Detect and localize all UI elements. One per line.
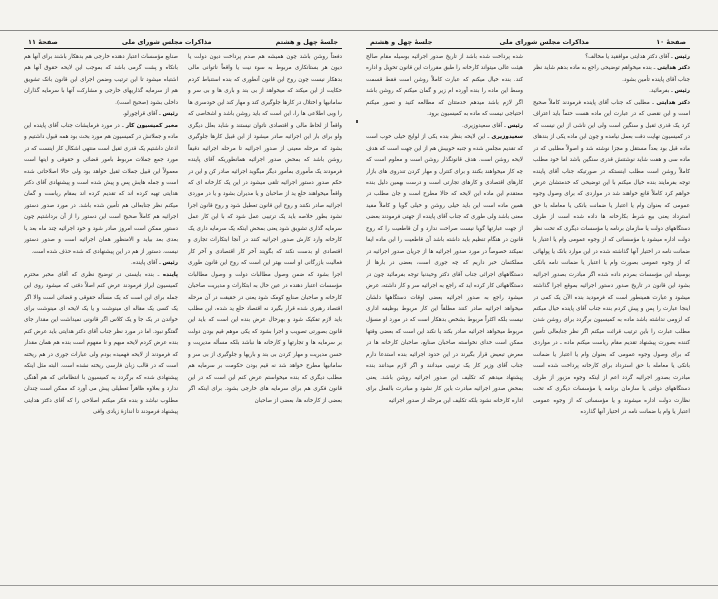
text-columns: [366, 52, 690, 582]
paragraph: [533, 52, 690, 63]
speaker-name: پاینده: [162, 271, 178, 278]
speaker-name: مخبر کمیسیون کار: [125, 122, 178, 129]
paragraph: [24, 270, 178, 419]
paragraph: [188, 52, 342, 407]
speaker-name: رئیس: [162, 111, 178, 118]
text-column-left: [366, 52, 523, 582]
paragraph: [24, 52, 178, 109]
paragraph: [24, 258, 178, 269]
paragraph: [533, 63, 690, 86]
speech-text: ـ آقای قراچورلو.: [122, 111, 163, 118]
speech-text: ـ مطلبی که جناب آقای پاینده فرمودند کاملاً صحیح است و این نقصی که در عبارت این ماده هست حتماً باید اعتراف کرد یک قدری ثقیل و سنگین است ولی این ناشی از این نیست که در کمیسیون نهایت دقت بعمل نیامده و چون این ماده یکی از بندهای ماده قبل بود بعداً مستقل و مجزا نوشته شد و اصولاً مطلبی که در ماده سی و هفت شاید نوشتنش قدری سنگین باشد اما خود مطلب کاملاً روشن است مطلب اینستکه در صورتیکه جناب آقای پاینده توجه بفرمایند بنده خیال میکنم با این توضیحی که خدمتشان عرض خواهم کرد کاملاً قانع خواهند شد در مواردی که برای وصول وجوه عمومی که بعنوان وام یا اعتبار یا ضمانت بانکی یا معامله با حق استرداد یعنی بیع شرط بکارخانه ها داده شده است از طرف دستگاههای دولت یا سازمان برنامه یا مؤسسات دیگری که تحت نظر دولت اداره میشود یا مؤسساتی که از وجوه عمومی وام یا اعتبار یا ضمانت نامه در اختیار آنها گذاشته شده در این موارد بانک یا پولهائی که از وجوه عمومی بصورت وام یا اعتبار یا ضمانت نامه بانکی بوسیله این مؤسسات بمردم داده شده اگر مبادرت بصدور اجرائیه بشود این قانون در تاریخ صدور دستور اجرائیه بموقع اجرا گذاشته میشود و عبارت همینطور است که فرمودید بنده الآن یک کمی در اینجا عبارت را پس و پیش کردم بنده جناب آقای پاینده خیال میکنم که لزومی نداشته باشد ماده به کمیسیون برگردد برای روشن شدن مطلب عبارت را باین ترتیب قرائت میکنم اگر نظر جنابعالی تأمین کننده بصورت پیشنهاد تقدیم مقام ریاست میکنم ماده ـ در مواردی که برای وصول وجوه عمومی که بعنوان وام یا اعتبار یا ضمانت بانکی یا معامله با حق استرداد برای کارخانه پرداخت شده است مبادرت بصدور اجرائیه گردد اعم از اینکه وجوه مزبور از طرف دستگاههای دولتی یا سازمان برنامه یا مؤسسات دیگری که تحت نظارت دولت اداره میشوند و یا مؤسساتی که از وجوه عمومی اعتبار یا وام یا ضمانت نامه در اختیار آنها گذارده: [533, 99, 690, 416]
paragraph: [24, 121, 178, 258]
speech-text: ـ بنده میخواهم توضیحی راجع به ماده بدهم شاید نظر جناب آقای پاینده تأمین بشود.: [533, 65, 690, 83]
paragraph: [533, 98, 690, 419]
speaker-name: رئیس: [674, 54, 690, 60]
text-column-right: [533, 52, 690, 582]
speech-text: ـ این لایحه بنظر بنده یکی از لوایح خیلی خوب است که تقدیم مجلس شده و جنبه خوبیش هم از این جهت است که هدف لایحه روشن است. هدف قانونگذار روشن است و معلوم است که چه کار میخواهند بکنند و برای کنترل و مهار کردن تندروی های بازار کارهای اقتصادی و کارهای تجارتی است و درست بهمین دلیل بنده معتقدم این ماده این لایحه که حالا مطرح است و جان مطلب در همین ماده است این باید خیلی روشن و خیلی گویا و کاملاً مفید معنی باشد ولی طوری که جناب آقای پاینده از جهتی فرمودند بعضی از جهت عبارتها گویا نیست صراحت ندارد و آن قاطعیت را که روح قانون در هنگام تنظیم باید داشته باشد آن قاطعیت را این ماده ایفا نمیکند خصوصاً در مورد صدور اجرائیه ها از جریان صدور اجرائیه در مملکتمان خبر داریم که چه جوری است، بعضی در بارها از دستگاههای اجرائی جناب آقای دکتر وحیدنیا توجه بفرمائید چون در دستگاههائی کار کرده اید که راجع به اجرائیه سر و کار داشته، عرض میشود راجع به صدور اجرائیه بعضی اوقات دستگاهها دلشان میخواهد اجرائیه صادر کنند مطلقاً این کار مربوط بوظیفه اداری نیست بلکه اکثراً مربوط بشخص بدهکار است که در مورد او مسؤل مربوط میخواهد اجرائیه صادر بکند یا نکند این است که بعضی وقتها ممکن است خدای نخواسته صاحبان صنایع، صاحبان کارخانه ها در معرض تبعیض قرار بگیرند در این حدود اجرائیه بنده استدعا دارم جناب آقای وزیر کار یک ترتیبی میدانند و اگر لازم میدانند بنده پیشنهاد میدهم که تکلیف این صدور اجرائیه روشن باشد. یعنی بمحض صدور اجرائیه مبادرت باین کار نشود و مبادرت بالفعل برای اداره کارخانه نشود بلکه تکلیف این مرحله از صدور اجرائیه: [366, 134, 523, 404]
speech-text: ـ بفرمائید.: [649, 88, 675, 95]
scan-edge-bottom: [0, 585, 718, 586]
paragraph: [366, 52, 523, 121]
running-head-page-11: [24, 36, 342, 49]
page-11: [24, 36, 342, 581]
speech-text: ـ آقای سعیدوزیری.: [461, 122, 508, 129]
speaker-name: رئیس: [674, 88, 690, 95]
spine-mark: [356, 120, 358, 123]
page-number: صفحهٔ ۱۱: [28, 38, 58, 46]
speech-text: ـ آقای دکتر هدایتی موافقید یا مخالف؟: [585, 54, 675, 60]
speaker-name: دکتر هدایتی: [656, 99, 690, 106]
publication-title: مذاکرات مجلس شورای ملی: [499, 38, 590, 46]
speaker-name: سعیدوزیری: [491, 134, 523, 141]
page-10: [366, 36, 690, 581]
speech-text: شده پرداخت شده باشد از تاریخ صدور اجرائیه بوسیله مقام صالح هیئت عالی میتواند کارخانه را طبق مقررات این قانون تحویل و اداره کند. بنده خیال میکنم که عبارت کاملاً روشن است فقط قسمت وسط این ماده را بنده آورده ام زیر و گمان میکنم که روشن باشد اگر لازم باشد میدهم خدمتتان که مطالعه کنید و تصور میکنم احتیاجی نیست که ماده به کمیسیون برود.: [366, 54, 523, 118]
speech-text: صنایع مؤسسات اعتبار دهنده خارجی هم بدهکار باشند برای آنها هم بانکاه و پشت گرمی باشد که بموجب این لایحه حقوق آنها هم اشتباه میشود تا این ترتیب وضمن اجرای این قانون بانک تشویق هم از سرمایه گذاریهای خارجی و مشارکت آنها با سرمایه گذاران داخلی بشود (صحیح است).: [24, 54, 178, 106]
text-columns: [24, 52, 342, 582]
session-label: جلسهٔ چهل و هشتم: [370, 38, 433, 46]
paragraph: [366, 132, 523, 407]
page-number: صفحهٔ ۱۰: [656, 38, 686, 46]
scan-edge-top: [0, 30, 718, 31]
speaker-name: رئیس: [507, 122, 523, 129]
running-head-page-10: [366, 36, 690, 49]
paragraph: [366, 121, 523, 132]
paragraph: [24, 109, 178, 120]
text-column-left: [24, 52, 178, 582]
speaker-name: رئیس: [162, 260, 178, 267]
session-label: جلسهٔ چهل و هشتم: [275, 38, 338, 46]
speech-text: ـ بنده بایستی در توضیح نظری که آقای مخبر محترم کمیسیون ابراز فرمودند عرض کنم اصلاً دقتی که میشود روی این جمله برای این است که یک مسأله حقوقی و قضائی است والا اگر یک کسی یک مقاله ای مینوشت و یا یک لایحه ای مینوشت برای خواندن در یک جا و یک کلاس اگر قانونی نمیداشت این مقدار جای گفتگو نبود. اما در مورد نظر جناب آقای دکتر هدایتی باید عرض کنم بنده عرض کردم لایحه مبهم و نا مفهوم است بنده هم همان مقدار که فرمودند از لایحه فهمیده بودم ولی عبارات جوری در هم ریخته است که در قالب زبان فارسی ریخته نشده است. البته مثل اینکه پیشنهادی شده که برگردد به کمیسیون با انتظاماتی که هم آهنگی ندارد و بعلاوه ظاهراً تعطیلی پیش می آورد که ممکن است چندان مطلوب نباشد و بنده فکر میکنم اصلاحی را که آقای دکتر هدایتی پیشنهاد فرمودند تا اندازهٔ زیادی وافی: [24, 271, 178, 416]
speech-text: ـ در مورد فرمایشات جناب آقای پاینده این ماده و جملاتش در کمیسیون هم مورد بحث بود همه قبول داشتیم و اذعان داشتیم یک قدری ثقیل است منتهی اشکال کار اینست که در مورد جمع جملات مربوط بامور قضائی و حقوقی و اینها است معمولاً این قبیل جملات ثقیل خواهد بود ولی حالا اصلاحاتی شده است و جمله هایش پس و پیش شده است و پیشنهادی آقای دکتر هدایتی تهیه کرده اند که تقدیم کرده اند بمقام ریاست و گمان میکنم نظر جنابعالی هم تأمین شده باشد. در مورد صدور دستور اجرائیه هم کاملاً صحیح است این دستور را از آن برداشتیم چون دستور ممکن است امروز صادر شود و خود اجرائیه چند ماه بعد یا بعدی بعد بیاید و الامنظور همان اجرائیه است و صدور دستور نیست. دستور از هم در این پیشنهادی که شده حذف شده است.: [24, 122, 178, 255]
publication-title: مذاکرات مجلس شورای ملی: [121, 38, 212, 46]
text-column-right: [188, 52, 342, 582]
speech-text: دفعتاً روشن باشد چون همیشه هم صدم پرداخت دیون دولت یا دیون هر بستانکاری مربوط به سوء نیت یا واقعاً ناتوانی مالی بدهکار نیست چون روح این قانون آنطوری که بنده استنباط کردم حکایت از این میکند که میخواهد از بی بند و باری ها و بی سر و سامانیها و اختلال در کارها جلوگیری کند و مهار کند این خودسری ها را وبی اطلاعی ها را، این است که باید روشن باشد و اشخاصی که واقعاً از لحاظ مالی و اقتصادی ناتوان نیستند و شاید بعلل دیگری ولو برای بار این اجرائیه صادر میشود از این قبیل کارها جلوگیری بشود که مرحله معینی از صدور اجرائیه تا مرحله اجرائیه دقیقاً روشن باشد که بمحض صدور اجرائیه همانطوریکه آقای پاینده فرمودند یک مأموری بمأمور دیگر میگوید اجرائیه صادر کن و این در حکم صدور دستور اجرائیه تلقی میشود در این یک کارخانه ای که واقعاً میخواهند خلع ید از صاحبان و یا مدیران بشود و یا در موردی اجرائیه صادر نکنند و روح این قانون تعطیل شود و روح قانون اجرا نشود بطور خلاصه باید یک ترتیبی عمل شود که با این کار عمل سرمایه گذاری تشویق شود یعنی بمحض اینکه یک سرمایه داری یک کارخانه وارد کارش صدور اجرائیه کنند در آنجا ابتکارات تجاری و اقتصادی او بدست نکند که بگویند آخر کار اقتصادی و آخر کار فعالیت بازرگانی او است بهتر این است که روح این قانون طوری اجرا بشود که ضمن وصول مطالبات دولت و وصول مطالبات مؤسسات اعتبار دهنده در عین حال به ابتکارات و مدیریت صاحبان کارخانه و صاحبان صنایع کومک شود یعنی در حقیقت در آن مرحله اقتصاد رهبری شده قرار بگیرد نه اقتصاد خلع ید شده، این مطلب باید لازم تفکیک شود و بهرحال عرض بنده این است که باید این قانون بصورتی تصویب و اجرا بشود که یکی موهم قیم بودن دولت بر سرمایه ها و تجارتها و کارخانه ها نباشد بلکه مسأله مدیریت و حسن مدیریت و مهار کردن بی بند و باریها و جلوگیری از بی سر و سامانیها مطرح خواهد شد نه قیم بودن حکومت بر سرمایه هم مطلب دیگری که بنده میخواستم عرض کنم این است که در این قانون فکری هم برای سرمایه های خارجی بشود. برای اینکه اگر بعضی از کارخانه ها، بعضی از صاحبان: [188, 54, 342, 404]
speaker-name: دکتر هدایتی: [657, 65, 690, 72]
speech-text: ـ آقای پاینده.: [131, 260, 163, 267]
paragraph: [533, 86, 690, 97]
